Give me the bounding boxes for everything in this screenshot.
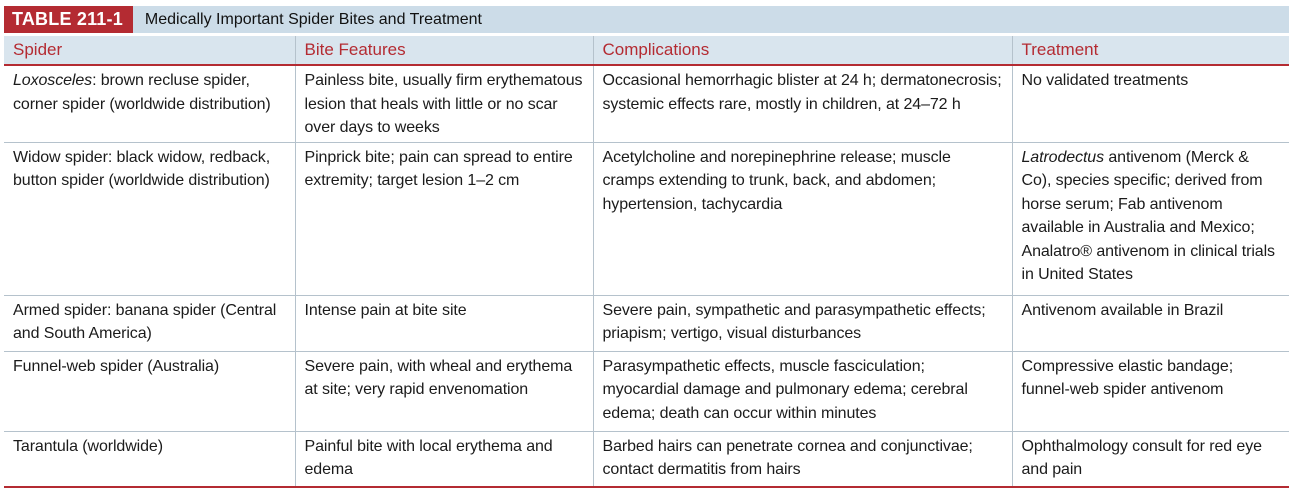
- treatment-text: antivenom (Merck & Co), species specific; derived from horse serum; Fab antivenom available in Australia and Mexico; Analatro® antivenom in clinical trials in United States: [1021, 148, 1275, 283]
- spider-text: Armed spider: banana spider (Central and South America): [13, 301, 277, 342]
- cell-treatment: [1012, 142, 1289, 295]
- cell-complications: Occasional hemorrhagic blister at 24 h; dermatonecrosis; systemic effects rare, mostly in children, at 24–72 h: [593, 65, 1012, 142]
- cell-spider: [4, 431, 295, 487]
- treatment-text: Compressive elastic bandage; funnel-web spider antivenom: [1021, 357, 1234, 398]
- spider-text: Widow spider: black widow, redback, button spider (worldwide distribution): [13, 148, 271, 189]
- cell-treatment: [1012, 351, 1289, 431]
- cell-complications: Barbed hairs can penetrate cornea and conjunctivae; contact dermatitis from hairs: [593, 431, 1012, 487]
- spider-text: : brown recluse spider, corner spider (worldwide distribution): [13, 72, 271, 113]
- treatment-text: No validated treatments: [1021, 72, 1189, 89]
- spider-genus: Loxosceles: [13, 72, 93, 89]
- cell-spider: [4, 142, 295, 295]
- cell-bite-features: Intense pain at bite site: [295, 295, 593, 351]
- treatment-text: Ophthalmology consult for red eye and pain: [1021, 437, 1262, 478]
- table-row: [4, 431, 1289, 487]
- cell-bite-features: Painless bite, usually firm erythematous lesion that heals with little or no scar over days to weeks: [295, 65, 593, 142]
- cell-bite-features: Painful bite with local erythema and edema: [295, 431, 593, 487]
- cell-spider: [4, 351, 295, 431]
- table-row: [4, 295, 1289, 351]
- spider-bites-table: [4, 36, 1289, 488]
- table-row: [4, 65, 1289, 142]
- cell-complications: Acetylcholine and norepinephrine release; muscle cramps extending to trunk, back, and abdomen; hypertension, tachycardia: [593, 142, 1012, 295]
- cell-complications: Parasympathetic effects, muscle fasciculation; myocardial damage and pulmonary edema; cerebral edema; death can occur within minutes: [593, 351, 1012, 431]
- table-row: [4, 351, 1289, 431]
- cell-treatment: [1012, 65, 1289, 142]
- cell-spider: [4, 65, 295, 142]
- table-row: [4, 142, 1289, 295]
- cell-spider: [4, 295, 295, 351]
- cell-bite-features: Severe pain, with wheal and erythema at site; very rapid envenomation: [295, 351, 593, 431]
- cell-treatment: [1012, 295, 1289, 351]
- column-header-spider: Spider: [4, 36, 295, 65]
- cell-bite-features: Pinprick bite; pain can spread to entire extremity; target lesion 1–2 cm: [295, 142, 593, 295]
- table-title: Medically Important Spider Bites and Treatment: [144, 10, 482, 28]
- spider-text: Funnel-web spider (Australia): [13, 357, 220, 375]
- cell-complications: Severe pain, sympathetic and parasympathetic effects; priapism; vertigo, visual disturbances: [593, 295, 1012, 351]
- table-number-tag: TABLE 211-1: [4, 6, 133, 33]
- spider-text: Tarantula (worldwide): [13, 437, 163, 455]
- treatment-genus: Latrodectus: [1021, 148, 1105, 166]
- column-header-treatment: Treatment: [1012, 36, 1289, 65]
- table-header-row: [4, 36, 1289, 65]
- table-title-bar: [4, 6, 1289, 33]
- treatment-text: Antivenom available in Brazil: [1021, 301, 1224, 319]
- cell-treatment: [1012, 431, 1289, 487]
- column-header-complications: Complications: [593, 36, 1012, 65]
- column-header-bite-features: Bite Features: [295, 36, 593, 65]
